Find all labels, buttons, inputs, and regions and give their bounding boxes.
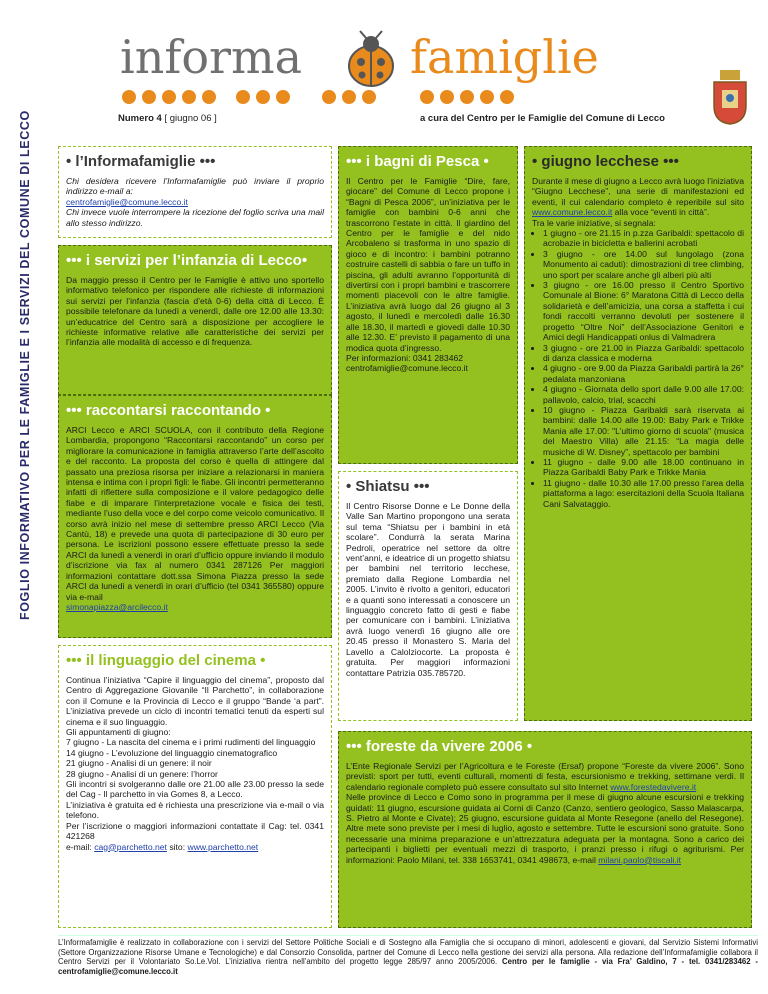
section-informafamiglie xyxy=(58,146,332,238)
section-title: ••• il linguaggio del cinema • xyxy=(66,652,266,669)
list-item: • 4 giugno - Giornata dello sport dalle 9.00 alle 17.00: pallavolo, calcio, trial, scacchi xyxy=(543,384,744,405)
list-item: • 11 giugno - dalle 9.00 alle 18.00 continuano in Piazza Garibaldi Baby Park e Trikke Mania xyxy=(543,457,744,478)
events-list xyxy=(543,228,744,509)
list-item: • 3 giugno - ore 14.00 sul lungolago (zona Monumento ai caduti): dimostrazioni di tree climbing, uno sport per scalare anche gli alberi più alti xyxy=(543,249,744,280)
section-text: Il Centro per le Famiglie “Dire, fare, giocare” del Comune di Lecco propone i “Bagni di Pesca 2006”, un’iniziativa per le famiglie con bambini 0-6 anni che trascorrono l’estate in città. Il giardino del Centro per le famiglie e del nido Arcobaleno si trasforma in uno spazio di gioco e di incontro: i bambini potranno costruire castelli di sabbia o fare un tuffo in piscina, gli adulti avranno l’opportunità di divertirsi con i propri bambini e trascorrere momenti piacevoli con le altre famiglie. L’iniziativa avrà luogo dal 26 giugno al 3 agosto, il lunedì e mercoledì dalle 16.30 alle 18.30, il martedì e giovedì dalle 10.30 alle 12.30. E’ previsto il pagamento di una modica quota d’ingresso. xyxy=(346,176,510,353)
section-text-2: Chi invece vuole interrompere la ricezione del foglio scriva una mail allo stesso indirizzo. xyxy=(66,207,324,228)
cinema-line: 28 giugno - Analisi di un genere: l’horror xyxy=(66,768,218,779)
list-item: • 11 giugno - dalle 10.30 alle 17.00 presso l’area della piattaforma a lago: esercitazioni della Scuola Italiana Cani Salvataggio. xyxy=(543,478,744,509)
cinema-line: Gli incontri si svolgeranno dalle ore 21.00 alle 23.00 presso la sede del Cag - Il parchetto in via Gomes 8, a Lecco. xyxy=(66,779,324,800)
cinema-line: Per l’iscrizione o maggiori informazioni contattate il Cag: tel. 0341 421268 xyxy=(66,820,324,842)
section-intro: Durante il mese di giugno a Lecco avrà luogo l’iniziativa “Giugno Lecchese”, una serie di manifestazioni ed eventi, il cui calendario completo è reperibile sul sito xyxy=(532,176,744,207)
city-crest-icon xyxy=(710,68,750,126)
section-email: centrofamiglie@comune.lecco.it xyxy=(346,363,468,374)
cinema-line: 14 giugno - L’evoluzione del linguaggio cinematografico xyxy=(66,747,278,758)
section-title: ••• foreste da vivere 2006 • xyxy=(346,738,533,755)
list-item: • 3 giugno - ore 21.00 in Piazza Garibaldi: spettacolo di danza classica e moderna xyxy=(543,343,744,364)
issue-info xyxy=(118,113,217,124)
email-link[interactable]: milani.paolo@tiscali.it xyxy=(598,854,682,865)
sidebar-title: FOGLIO INFORMATIVO PER LE FAMIGLIE E I SERVIZI DEL COMUNE DI LECCO xyxy=(18,110,32,620)
email-label: e-mail: xyxy=(66,841,92,852)
section-info: Per informazioni: 0341 283462 xyxy=(346,352,464,363)
masthead xyxy=(110,20,750,120)
dots-decoration-left xyxy=(122,90,216,104)
cinema-line: 7 giugno - La nascita del cinema e i primi rudimenti del linguaggio xyxy=(66,737,316,748)
section-lead: Tra le varie iniziative, si segnala: xyxy=(532,217,656,228)
section-raccontarsi xyxy=(58,395,332,638)
section-text-2: Nelle province di Lecco e Como sono in programma per il mese di giugno alcune escursioni e trekking guidati: 11 giugno, escursione guidata ai Corni di Canzo (Canzo, sentiero geologico, Sasso Malascarpa, S. Pietro al Monte e Civate); 25 giugno, escursione guidata al Monte Resegone (anello del Resegone). Altre mete sono previste per i mesi di luglio, agosto e settembre. Tutte le escursioni sono gratuite. Sono necessarie una minima preparazione e un’attrezzatura adeguata per la montagna. Sono a carico dei partecipanti i biglietti per eventuali mezzi di trasporto, i pranzi presso i rifugi o agriturismi. Per informazioni: Paolo Milani, tel. 338 1653741, 0341 498673, e-mail xyxy=(346,792,744,865)
section-shiatsu xyxy=(338,471,518,721)
ladybug-icon xyxy=(340,30,402,92)
cinema-line: Gli appuntamenti di giugno: xyxy=(66,727,171,738)
site-link[interactable]: www.forestedavivere.it xyxy=(610,781,697,792)
site-link[interactable]: www.parchetto.net xyxy=(187,841,259,852)
section-text: ARCI Lecco e ARCI SCUOLA, con il contributo della Regione Lombardia, propongono “Raccontarsi raccontando” un corso per migliorare la comunicazione in famiglia attraverso l’arte dell’ascolto e del racconto. La proposta del corso è quella di attingere dal passato una preziosa risorsa per iniziare a relazionarsi in maniera intensa e intima con i propri figli: le fiabe. Gli incontri permetteranno infatti di riflettere sulla composizione e il valore pedagogico delle fiabe e di imparare l’interpretazione vocale e fisica dei testi, mediante l’uso della voce e del corpo come veicolo comunicativo. Il corso avrà inizio nel mese di settembre presso ARCI Lecco (Via Cantù, 18) e prevede una quota di partecipazione di 30 euro per persona. Le iscrizioni possono essere effettuate presso la sede ARCI da lunedì a venerdì in orari d’ufficio oppure inviando il modulo d’iscrizione via fax al numero 0341 287126 Per maggiori informazioni contattare dott.ssa Simona Piazza presso la sede ARCI da lunedì a venerdì in orari d’ufficio (tel 0341 365580) oppure via e-mail xyxy=(66,425,324,602)
footer xyxy=(58,935,758,976)
section-text: Chi desidera ricevere l’Informafamiglie può inviare il proprio indirizzo e-mail a: xyxy=(66,176,324,197)
dots-decoration-mid xyxy=(236,90,290,104)
section-text: Il Centro Risorse Donne e Le Donne della Valle San Martino propongono una serata sul tema “Shiatsu per i bambini in età scolare”. Condurrà la serata Marina Pedroli, operatrice nel settore da oltre vent’anni, e ideatrice di un progetto shiatsu per bambini nel territorio lecchese, premiato dalla Regione Lombardia nel 2005. L’invito è rivolto a genitori, educatori e a quanti sono interessati a conoscere un linguaggio concreto fatto di gesti e fiabe per comunicare con i bambini. L’iniziativa avrà luogo venerdì 16 giugno alle ore 20.45 presso il Monastero S. Maria del Lavello a Calolziocorte. La proposta è gratuita. Per maggiori informazioni contattare Patrizia 035.785720. xyxy=(346,501,510,678)
dots-decoration-right xyxy=(420,90,514,104)
list-item: • 4 giugno - ore 9.00 da Piazza Garibaldi partirà la 26° pedalata manzoniana xyxy=(543,363,744,384)
email-link[interactable]: centrofamiglie@comune.lecco.it xyxy=(66,196,188,207)
section-title: ••• raccontarsi raccontando • xyxy=(66,402,271,419)
list-item: • 1 giugno - ore 21.15 in p.zza Garibaldi: spettacolo di acrobazie in bicicletta e ballerini acrobati xyxy=(543,228,744,249)
section-giugno-lecchese xyxy=(524,146,752,721)
email-link[interactable]: cag@parchetto.net xyxy=(94,841,167,852)
email-link[interactable]: simonapiazza@arcilecco.it xyxy=(66,601,168,612)
list-item: • 10 giugno - Piazza Garibaldi sarà riservata ai bambini: dalle 14.00 alle 19.00: Baby Park e Trikke Mania alle 17.00: "L’ultimo giorno di scuola" (musica del Maestro Villa) alle 21.15: “La magia delle musiche di W. Disney”, spettacolo per bambini xyxy=(543,405,744,457)
section-text: L’Ente Regionale Servizi per l’Agricoltura e le Foreste (Ersaf) propone “Foreste da vivere 2006”. Sono previsti: sport per tutti, eventi culturali, momenti di festa, escursionismo e trekking, settimane verdi. Il calendario regionale completo può essere consultato sul sito Internet xyxy=(346,761,744,792)
issue-number: Numero 4 xyxy=(118,113,162,124)
footer-contact: Centro per le famiglie - via Fra’ Galdino, 7 - tel. 0341/283462 - centrofamiglie@comune.lecco.it xyxy=(58,957,759,976)
cinema-line: 21 giugno - Analisi di un genere: il noir xyxy=(66,758,212,769)
section-foreste xyxy=(338,731,752,928)
section-title: • giugno lecchese ••• xyxy=(532,153,679,170)
section-intro-2: alla voce “eventi in città”. xyxy=(614,207,710,218)
section-text: Da maggio presso il Centro per le Famiglie è attivo uno sportello informativo telefonico per rispondere alle richieste di informazioni sui servizi per l’infanzia (fascia d’età 0-6) della città di Lecco. È possibile telefonare da lunedì a venerdì, dalle ore 12.00 alle 13.30: un’educatrice del Centro sarà a disposizione per accogliere le richieste informative relative alle caratteristiche dei servizi per l’infanzia alle modalità di accesso e di frequenza. xyxy=(66,275,324,348)
logo-word-informa: informa xyxy=(120,30,303,84)
curated-by: a cura del Centro per le Famiglie del Comune di Lecco xyxy=(420,113,665,124)
sidebar xyxy=(0,0,62,994)
section-infanzia xyxy=(58,245,332,395)
section-title: • l’Informafamiglie ••• xyxy=(66,153,216,170)
logo-word-famiglie: famiglie xyxy=(410,30,599,84)
section-pesca xyxy=(338,146,518,464)
footer-text: L’Informafamiglie è realizzato in collaborazione con i servizi del Settore Politiche Sociali e di Sostegno alla Famiglia che si occupano di minori, adolescenti e giovani, dal Servizio Sistemi Informativi (Settore Organizzazione Risorse Umane e Tecnologiche) e dal Consorzio Consolida, partner del Comune di Lecco nella gestione dei servizi alla persona. Alla redazione dell’Informafamiglie collabora il Centro Servizi per il Volontariato So.Le.Vol. L’iniziativa rientra nell’ambito del progetto legge 285/97 anno 2005/2006. xyxy=(58,938,758,967)
issue-date: [ giugno 06 ] xyxy=(164,113,217,124)
section-title: ••• i bagni di Pesca • xyxy=(346,153,489,170)
list-item: • 3 giugno - ore 16.00 presso il Centro Sportivo Comunale al Bione: 6° Maratona Città di Lecco della solidarietà e dell’amicizia, una corsa a staffetta i cui fondi raccolti verranno devoluti per sostenere il progetto “Oltre Noi” dell’Associazione Genitori e Amici degli Handicappati onlus di Valmadrera xyxy=(543,280,744,342)
section-intro: Continua l’iniziativa “Capire il linguaggio del cinema”, proposto dal Centro di Aggregazione Giovanile “Il Parchetto”, in collaborazione con il Comune e la Provincia di Lecco e il gruppo “Bande ‘a part”. L’iniziativa prevede un ciclo di incontri tematici tenuti da esperti sul cinema e il suo linguaggio. xyxy=(66,675,324,727)
section-title: ••• i servizi per l’infanzia di Lecco• xyxy=(66,252,308,269)
section-cinema xyxy=(58,645,332,928)
cinema-line: L’iniziativa è gratuita ed è richiesta una prescrizione via e-mail o via telefono. xyxy=(66,799,324,821)
dots-decoration-center xyxy=(322,90,376,104)
site-link[interactable]: www.comune.lecco.it xyxy=(532,207,613,218)
site-label: sito: xyxy=(169,841,186,852)
section-title: • Shiatsu ••• xyxy=(346,478,430,495)
